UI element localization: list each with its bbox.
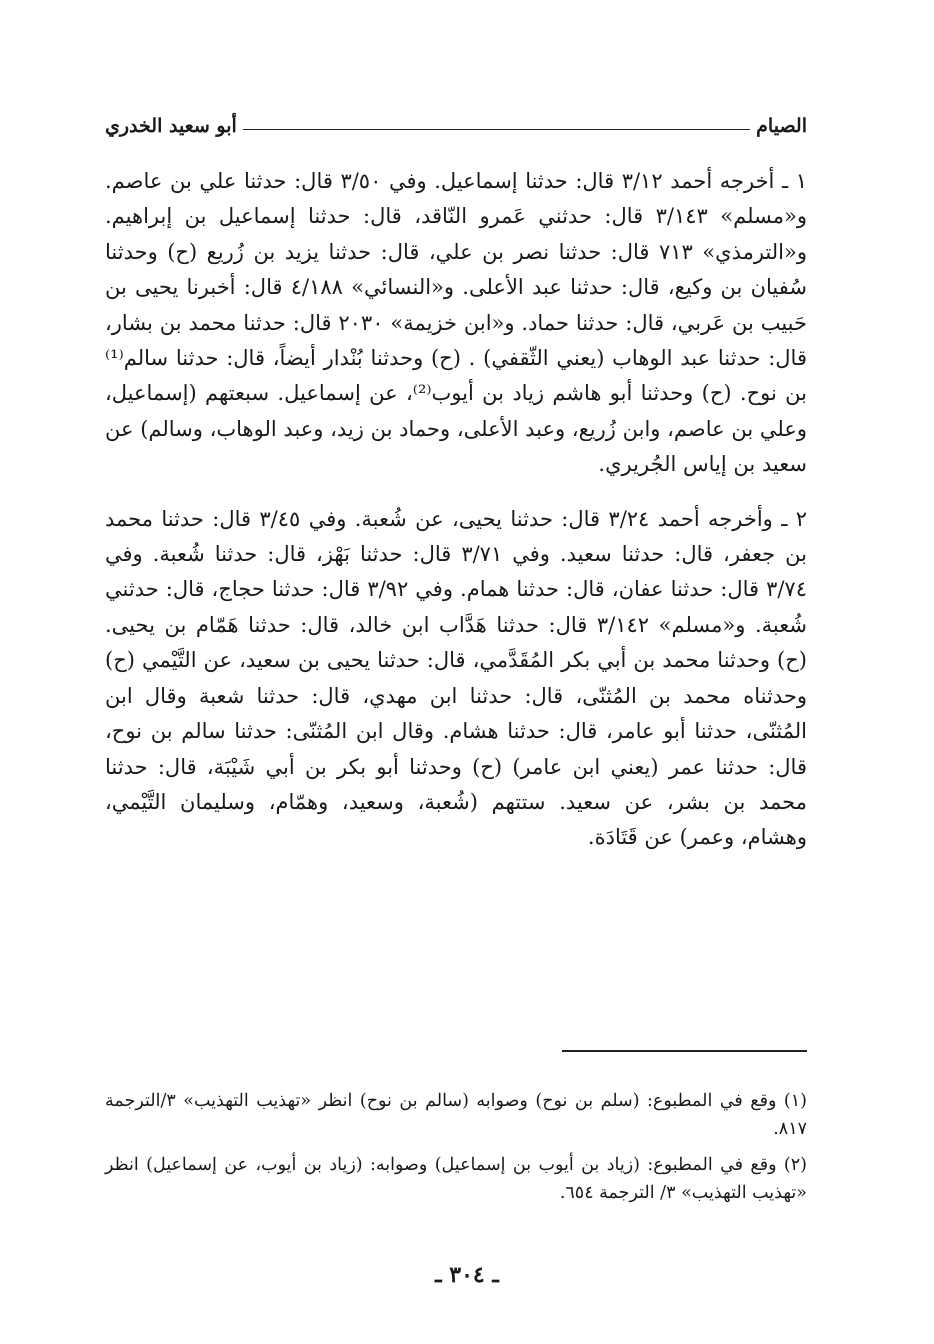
- footnote-1: (١) وقع في المطبوع: (سلم بن نوح) وصوابه (سالم بن نوح) انظر «تهذيب التهذيب» ٣/الترجمة ٨١٧.: [105, 1091, 807, 1139]
- footnotes: [105, 1087, 807, 1215]
- footnote-separator: [562, 1050, 807, 1052]
- footnote-2: (٢) وقع في المطبوع: (زياد بن أيوب بن إسماعيل) وصوابه: (زياد بن أيوب، عن إسماعيل) انظر «تهذيب التهذيب» ٣/ الترجمة ٦٥٤.: [105, 1155, 807, 1203]
- hadith-paragraph-2: ٢ ـ وأخرجه أحمد ٣/٢٤ قال: حدثنا يحيى، عن شُعبة. وفي ٣/٤٥ قال: حدثنا محمد بن جعفر، قال: حدثنا سعيد. وفي ٣/٧١ قال: حدثنا بَهْز، قال: حدثنا شُعبة. وفي ٣/٧٤ قال: حدثنا عفان، قال: حدثنا همام. وفي ٣/٩٢ قال: حدثنا حجاج، قال: حدثني شُعبة. و«مسلم» ٣/١٤٢ قال: حدثنا هَدَّاب ابن خالد، قال: حدثنا هَمّام بن يحيى. (ح) وحدثنا محمد بن أبي بكر المُقَدَّمي، قال: حدثنا يحيى بن سعيد، عن التَّيْمي (ح) وحدثناه محمد بن المُثنّى، قال: حدثنا ابن مهدي، قال: حدثنا شعبة وقال ابن المُثنّى، حدثنا أبو عامر، قال: حدثنا هشام. وقال ابن المُثنّى: حدثنا سالم بن نوح، قال: حدثنا عمر (يعني ابن عامر) (ح) وحدثنا أبو بكر بن أبي شَيْبَة، قال: حدثنا محمد بن بشر، عن سعيد. ستتهم (شُعبة، وسعيد، وهمّام، وسليمان التَّيْمي، وهشام، وعمر) عن قَتَادَة.: [105, 506, 808, 850]
- chapter-title: الصيام: [756, 115, 807, 137]
- header-rule: [243, 129, 750, 130]
- hadith-paragraph-1: ١ ـ أخرجه أحمد ٣/١٢ قال: حدثنا إسماعيل. وفي ٣/٥٠ قال: حدثنا علي بن عاصم. و«مسلم» ٣/١٤٣ قال: حدثني عَمرو النّاقد، قال: حدثنا إسماعيل بن إبراهيم. و«الترمذي» ٧١٣ قال: حدثنا نصر بن علي، قال: حدثنا يزيد بن زُريع (ح) وحدثنا سُفيان بن وكيع، قال: حدثنا عبد الأعلى. و«النسائي» ٤/١٨٨ قال: أخبرنا يحيى بن حَبيب بن عَربي، قال: حدثنا حماد. و«ابن خزيمة» ٢٠٣٠ قال: حدثنا محمد بن بشار، قال: حدثنا عبد الوهاب (يعني الثّقفي) . (ح) وحدثنا بُنْدار أيضاً، قال: حدثنا سالم⁽¹⁾ بن نوح. (ح) وحدثنا أبو هاشم زياد بن أيوب⁽²⁾، عن إسماعيل. سبعتهم (إسماعيل، وعلي بن عاصم، وابن زُريع، وعبد الأعلى، وحماد بن زيد، وعبد الوهاب، وسالم) عن سعيد بن إياس الجُريري.: [105, 169, 808, 477]
- narrator-title: أبو سعيد الخدري: [105, 115, 237, 137]
- main-text: [105, 164, 807, 856]
- page-number: ـ ٣٠٤ ـ: [435, 1262, 499, 1288]
- running-header: [105, 103, 807, 137]
